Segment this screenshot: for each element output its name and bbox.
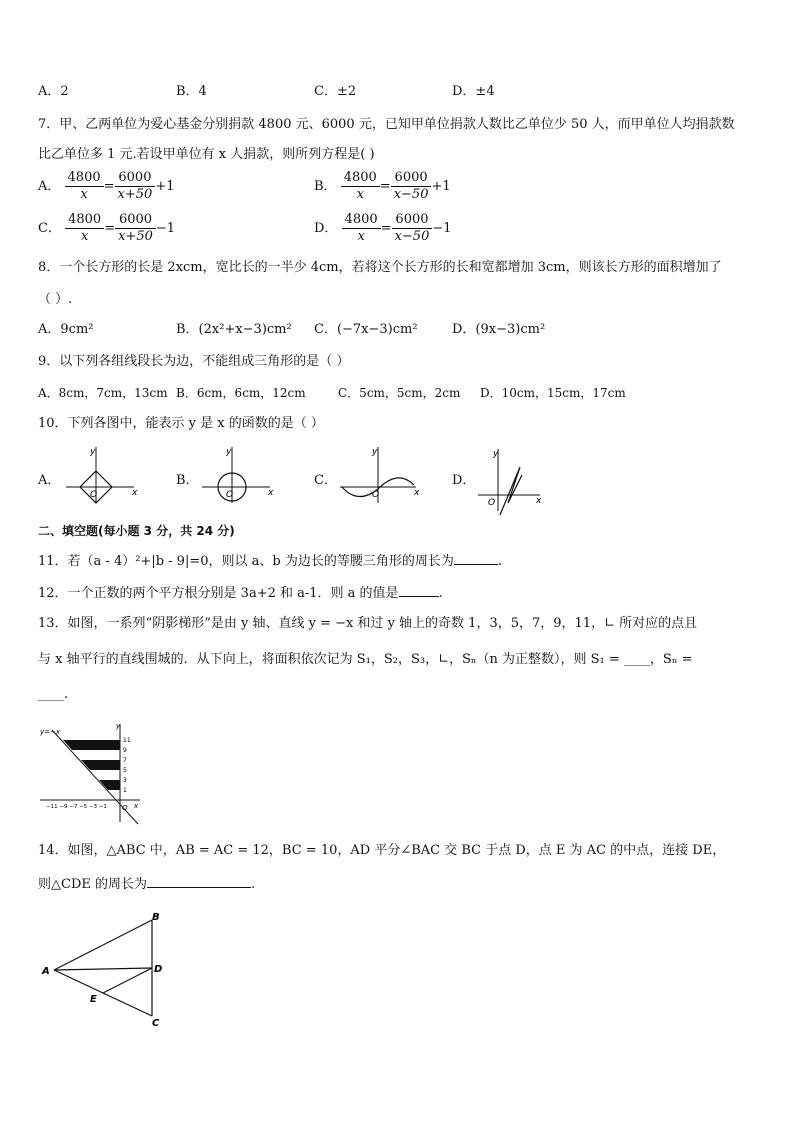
fraction <box>115 170 156 203</box>
x-label: x <box>414 488 420 498</box>
y-label: y <box>493 449 499 459</box>
q6-option-d: D．±4 <box>452 84 495 99</box>
q14-text: 则△CDE 的周长为 <box>38 877 147 892</box>
fraction <box>115 212 156 245</box>
numerator: 6000 <box>115 170 156 187</box>
option-label: A． <box>38 179 61 194</box>
q10-graph-c <box>336 445 426 505</box>
q12-text: 12．一个正数的两个平方根分别是 3a+2 和 a-1．则 a 的值是 <box>38 586 399 601</box>
answer-blank <box>454 550 498 565</box>
q7-option-a <box>38 170 174 203</box>
numerator: 6000 <box>391 170 432 187</box>
q6-option-c: C．±2 <box>314 84 357 99</box>
option-label: B． <box>314 179 337 194</box>
fraction <box>392 212 433 245</box>
q6-option-b: B．4 <box>176 84 207 99</box>
equals-sign: = <box>379 178 391 194</box>
denominator: x+50 <box>118 229 153 244</box>
q7-stem-line1: 7．甲、乙两单位为爱心基金分别捐款 4800 元、6000 元，已知甲单位捐款人数比乙单位少 50 人，而甲单位人均捐款数 <box>38 117 735 132</box>
numerator: 4800 <box>341 170 380 187</box>
q10-option-b-label: B． <box>176 473 199 488</box>
denominator: x <box>80 229 89 244</box>
point-c-label: C <box>152 1018 160 1029</box>
y-tick-label: 7 <box>123 757 127 764</box>
denominator: x+50 <box>117 187 153 202</box>
q8-option-c: C．(−7x−3)cm² <box>314 322 418 337</box>
fraction <box>391 170 432 203</box>
numerator: 4800 <box>65 170 104 187</box>
q7-option-c <box>38 212 175 245</box>
equals-sign: = <box>104 220 116 236</box>
fraction <box>342 212 381 245</box>
tail-term: −1 <box>155 220 176 236</box>
y-tick-label: 1 <box>123 787 127 794</box>
q13-stem-line3: ____. <box>38 687 69 702</box>
fraction <box>341 170 380 203</box>
q9-option-a: A．8cm，7cm，13cm <box>38 386 168 400</box>
x-label: x <box>132 488 138 498</box>
x-label: x <box>134 802 139 810</box>
q10-graph-a <box>62 445 142 505</box>
point-b-label: B <box>152 912 160 923</box>
q9-option-c: C．5cm，5cm，2cm <box>338 386 461 400</box>
q7-stem-line2: 比乙单位多 1 元.若设甲单位有 x 人捐款，则所列方程是( ) <box>38 147 375 162</box>
equals-sign: = <box>103 178 115 194</box>
y-label: y <box>372 447 378 457</box>
point-e-label: E <box>90 994 97 1005</box>
q12-stem: 12．一个正数的两个平方根分别是 3a+2 和 a-1．则 a 的值是 . <box>38 582 443 604</box>
origin-label: O <box>122 804 128 812</box>
segment-ab <box>54 920 152 970</box>
numerator: 6000 <box>392 212 433 229</box>
q10-graph-d <box>474 445 554 517</box>
zigzag-curve <box>500 467 522 515</box>
option-label: D． <box>314 221 338 236</box>
denominator: x <box>357 229 365 244</box>
x-label: x <box>268 488 274 498</box>
y-label: y <box>90 447 96 457</box>
q11-text: 11．若（a - 4）²+|b - 9|=0，则以 a、b 为边长的等腰三角形的周长为 <box>38 554 454 569</box>
shaded-trapezoid <box>63 740 120 750</box>
fraction <box>65 212 104 245</box>
origin-label: O <box>488 498 496 508</box>
q13-stem-line1: 13．如图，一系列“阴影梯形”是由 y 轴、直线 y = −x 和过 y 轴上的奇数 1，3，5，7，9，11，∟ 所对应的点且 <box>38 616 698 631</box>
q8-stem-line1: 8．一个长方形的长是 2xcm，宽比长的一半少 4cm，若将这个长方形的长和宽都增加 3cm，则该长方形的面积增加了 <box>38 260 722 275</box>
segment-ad <box>54 968 152 970</box>
fraction <box>65 170 104 203</box>
denominator: x−50 <box>393 187 429 202</box>
q8-stem-line2: （ ）. <box>38 292 73 307</box>
tail-term: +1 <box>155 178 175 194</box>
tail-term: +1 <box>431 178 451 194</box>
numerator: 4800 <box>342 212 381 229</box>
q10-option-a-label: A． <box>38 473 61 488</box>
q10-option-d-label: D． <box>452 473 476 488</box>
answer-blank <box>399 582 439 597</box>
q7-option-d <box>314 212 452 245</box>
option-label: C． <box>38 221 61 236</box>
answer-blank <box>147 873 251 888</box>
point-d-label: D <box>154 964 163 975</box>
segment-de <box>103 968 152 993</box>
q10-graph-b <box>198 445 278 505</box>
y-label: y <box>116 722 121 730</box>
y-tick-label: 3 <box>123 777 127 784</box>
equals-sign: = <box>380 220 392 236</box>
q6-option-a: A．2 <box>38 84 69 99</box>
x-label: x <box>536 496 542 506</box>
q8-option-a: A．9cm² <box>38 322 94 337</box>
y-label: y <box>226 447 232 457</box>
tail-term: −1 <box>432 220 452 236</box>
denominator: x−50 <box>394 229 430 244</box>
origin-label: O <box>226 490 234 500</box>
q7-option-b <box>314 170 451 203</box>
numerator: 6000 <box>115 212 156 229</box>
denominator: x <box>80 187 88 202</box>
origin-label: O <box>372 490 380 500</box>
y-tick-label: 9 <box>123 747 127 754</box>
q14-figure <box>38 908 168 1030</box>
q14-stem-line2: 则△CDE 的周长为 . <box>38 873 255 895</box>
line-label: y=−x <box>40 728 61 736</box>
numerator: 4800 <box>65 212 104 229</box>
q14-stem-line1: 14．如图，△ABC 中，AB = AC = 12，BC = 10，AD 平分∠BAC 交 BC 于点 D，点 E 为 AC 的中点，连接 DE， <box>38 843 726 858</box>
q11-stem: 11．若（a - 4）²+|b - 9|=0，则以 a、b 为边长的等腰三角形的周长为 . <box>38 550 502 572</box>
y-tick-label: 5 <box>123 767 127 774</box>
q8-option-d: D．(9x−3)cm² <box>452 322 546 337</box>
q13-figure <box>36 722 144 826</box>
q10-stem: 10．下列各图中，能表示 y 是 x 的函数的是（ ） <box>38 416 324 431</box>
y-tick-label: 11 <box>123 737 131 744</box>
q13-stem-line2: 与 x 轴平行的直线围城的．从下向上，将面积依次记为 S₁，S₂，S₃，∟，Sₙ（n 为正整数），则 S₁ = ____，Sₙ = <box>38 652 693 667</box>
q9-option-b: B．6cm，6cm，12cm <box>176 386 306 400</box>
x-tick-labels: −11 −9 −7 −5 −3 −1 <box>46 804 107 810</box>
q9-stem: 9．以下列各组线段长为边，不能组成三角形的是（ ） <box>38 354 350 369</box>
denominator: x <box>356 187 364 202</box>
point-a-label: A <box>42 966 50 977</box>
q10-option-c-label: C． <box>314 473 337 488</box>
section-heading-fill-in: 二、填空题(每小题 3 分，共 24 分) <box>38 524 235 538</box>
q8-option-b: B．(2x²+x−3)cm² <box>176 322 292 337</box>
origin-label: O <box>90 490 98 500</box>
q9-option-d: D．10cm，15cm，17cm <box>480 386 626 400</box>
